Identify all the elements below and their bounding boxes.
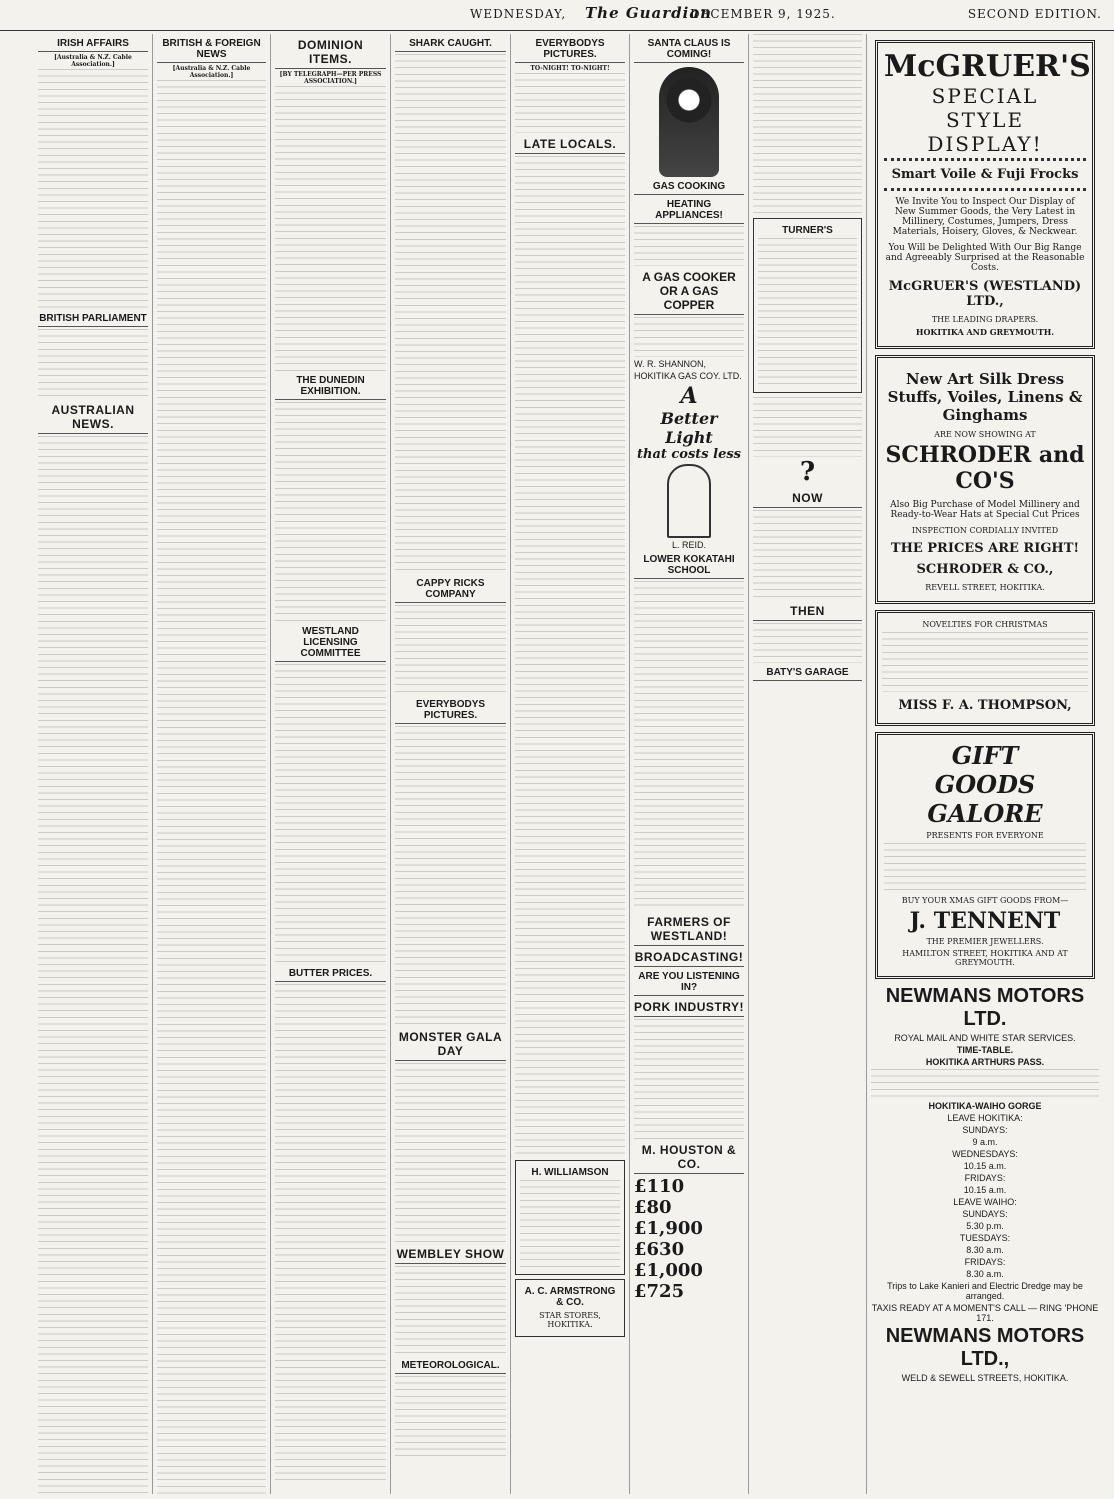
- article-body: [275, 664, 386, 964]
- heading-late-locals: LATE LOCALS.: [515, 137, 625, 154]
- newmans-leave-hokitika: LEAVE HOKITIKA:: [947, 1113, 1023, 1123]
- article-body: [275, 984, 386, 1484]
- divider: [884, 158, 1086, 161]
- mcgruers-location: HOKITIKA AND GREYMOUTH.: [915, 327, 1055, 337]
- ad-body: [753, 397, 862, 457]
- galore-word: GALORE: [927, 799, 1043, 828]
- heading-listening-in: ARE YOU LISTENING IN?: [634, 971, 744, 996]
- mcgruers-voile: Smart Voile & Fuji Frocks: [891, 167, 1079, 182]
- better-light-tagline: that costs less: [636, 447, 741, 462]
- newmans-tuesdays-time: 8.30 a.m.: [966, 1245, 1004, 1255]
- ad-body: [634, 226, 744, 266]
- ad-body: [753, 623, 862, 663]
- heading-santa-claus: SANTA CLAUS IS COMING!: [634, 38, 744, 63]
- mcgruers-display: DISPLAY!: [927, 132, 1043, 156]
- schroder-art-silk: New Art Silk Dress Stuffs, Voiles, Linens & Ginghams: [887, 370, 1083, 424]
- reid-name: L. REID.: [671, 540, 706, 550]
- heading-irish-affairs: IRISH AFFAIRS: [38, 38, 148, 52]
- newmans-waiho: HOKITIKA-WAIHO GORGE: [928, 1101, 1042, 1111]
- ad-body: [871, 1069, 1099, 1099]
- article-body: [395, 1063, 506, 1243]
- schroder-inspect: INSPECTION CORDIALLY INVITED: [911, 526, 1059, 535]
- heading-british-parliament: BRITISH PARLIAMENT: [38, 313, 148, 327]
- ad-body: [884, 843, 1086, 893]
- mcgruers-special: SPECIAL: [931, 84, 1039, 108]
- ad-body: [753, 34, 862, 214]
- heading-everybodys-pictures-2: EVERYBODYS PICTURES.: [395, 699, 506, 724]
- ad-body: [758, 238, 857, 388]
- price-1000: £1,000: [634, 1260, 703, 1281]
- masthead: [0, 0, 1114, 31]
- newmans-sundays-2: SUNDAYS:: [962, 1209, 1008, 1219]
- price-1900: £1,900: [634, 1218, 703, 1239]
- ad-body: [753, 510, 862, 600]
- better-light-a: A: [680, 383, 698, 409]
- heading-british-foreign-news: BRITISH & FOREIGN NEWS: [157, 38, 266, 63]
- column-1: [34, 34, 153, 1494]
- classified-ads: [634, 581, 744, 911]
- mcgruers-invite: We Invite You to Inspect Our Display of New Summer Goods, the Very Latest in Millinery, Costumes, Jumpers, Dress Materials, Hoisery, Gloves, & Neckwear.: [892, 197, 1078, 237]
- schroder-prices: THE PRICES ARE RIGHT!: [890, 541, 1080, 556]
- ad-body: [634, 317, 744, 357]
- mcgruers-delighted: You Will be Delighted With Our Big Range and Agreeably Surprised at the Reasonable Costs.: [885, 243, 1085, 273]
- column-3: [271, 34, 391, 1494]
- tennent-buy: BUY YOUR XMAS GIFT GOODS FROM—: [901, 896, 1069, 905]
- article-body: [38, 436, 148, 1494]
- schroder-purchase: Also Big Purchase of Model Millinery and Ready-to-Wear Hats at Special Cut Prices: [890, 500, 1080, 520]
- heading-lower-kokatahi: LOWER KOKATAHI SCHOOL: [634, 554, 744, 579]
- newmans-fridays-1-time: 10.15 a.m.: [963, 1185, 1007, 1195]
- heading-monster-gala-day: MONSTER GALA DAY: [395, 1030, 506, 1061]
- gift-word: GIFT: [951, 741, 1019, 770]
- newmans-wednesdays-time: 10.15 a.m.: [963, 1161, 1007, 1171]
- ad-gift-goods: [875, 732, 1095, 979]
- newmans-sundays-2-time: 5.30 p.m.: [966, 1221, 1004, 1231]
- price-630: £630: [634, 1239, 685, 1260]
- newmans-taxis: TAXIS READY AT A MOMENT'S CALL — RING 'PHONE 171.: [871, 1303, 1099, 1323]
- ad-newmans: [871, 985, 1099, 1383]
- column-2: [153, 34, 271, 1494]
- newmans-fridays-1: FRIDAYS:: [964, 1173, 1006, 1183]
- schroder-name-2: SCHRODER & CO.,: [916, 562, 1054, 577]
- ad-williamson: [515, 1160, 625, 1275]
- tennent-address: HAMILTON STREET, HOKITIKA AND AT GREYMOUTH.: [902, 949, 1068, 967]
- article-body: [38, 329, 148, 399]
- ad-thompson: [875, 610, 1095, 726]
- article-body: [275, 402, 386, 622]
- heading-then: THEN: [753, 604, 862, 621]
- heading-heating-appliances: HEATING APPLIANCES!: [634, 199, 744, 224]
- heading-houston: M. HOUSTON & CO.: [634, 1143, 744, 1174]
- newmans-sundays-1: SUNDAYS:: [962, 1125, 1008, 1135]
- masthead-paper-title: The Guardian: [585, 4, 712, 22]
- schroder-address: REVELL STREET, HOKITIKA.: [925, 583, 1045, 592]
- column-5: [511, 34, 630, 1494]
- article-body: [395, 54, 506, 574]
- newmans-royal: ROYAL MAIL AND WHITE STAR SERVICES.: [894, 1033, 1076, 1043]
- ad-body: [882, 632, 1088, 692]
- tennent-name: J. TENNENT: [909, 908, 1061, 934]
- newmans-leave-waiho: LEAVE WAIHO:: [953, 1197, 1017, 1207]
- ad-armstrong-name: A. C. ARMSTRONG & CO.: [524, 1286, 616, 1308]
- heading-shark-caught: SHARK CAUGHT.: [395, 38, 506, 52]
- article-body: [157, 80, 266, 1494]
- better-light-title: Better Light: [660, 409, 718, 447]
- newmans-wednesdays: WEDNESDAYS:: [952, 1149, 1018, 1159]
- newmans-title: NEWMANS MOTORS LTD.: [885, 985, 1085, 1030]
- heading-cappy-ricks: CAPPY RICKS COMPANY: [395, 578, 506, 603]
- heading-meteorological: METEOROLOGICAL.: [395, 1360, 506, 1374]
- newmans-tuesdays: TUESDAYS:: [959, 1233, 1011, 1243]
- subheading-tonight: TO-NIGHT! TO-NIGHT!: [530, 65, 610, 72]
- lamp-illustration: [667, 464, 711, 538]
- better-light-ad: [634, 383, 744, 462]
- ad-armstrong-sub: STAR STORES, HOKITIKA.: [539, 1311, 601, 1329]
- mcgruers-title: McGRUER'S: [884, 49, 1091, 84]
- column-4: [391, 34, 511, 1494]
- shannon-name: W. R. SHANNON,: [634, 359, 707, 369]
- newmans-fridays-2-time: 8.30 a.m.: [966, 1269, 1004, 1279]
- newmans-fridays-2: FRIDAYS:: [964, 1257, 1006, 1267]
- heading-batys-garage: BATY'S GARAGE: [753, 667, 862, 681]
- ad-armstrong: [515, 1279, 625, 1337]
- heading-butter-prices: BUTTER PRICES.: [275, 968, 386, 982]
- heading-westland-licensing: WESTLAND LICENSING COMMITTEE: [275, 626, 386, 662]
- heading-farmers-of-westland: FARMERS OF WESTLAND!: [634, 915, 744, 946]
- presents-text: PRESENTS FOR EVERYONE: [926, 831, 1044, 840]
- masthead-day: WEDNESDAY,: [470, 7, 567, 21]
- newmans-arthurs: HOKITIKA ARTHURS PASS.: [925, 1057, 1045, 1067]
- masthead-edition: SECOND EDITION.: [967, 7, 1102, 21]
- ad-turners: [753, 218, 862, 393]
- ad-mcgruers: [875, 40, 1095, 349]
- subheading-telegraph: [BY TELEGRAPH—PER PRESS ASSOCIATION.]: [279, 71, 382, 85]
- thompson-novelties: NOVELTIES FOR CHRISTMAS: [922, 620, 1048, 629]
- ad-williamson-name: H. WILLIAMSON: [531, 1167, 609, 1178]
- subheading-cable: [Australia & N.Z. Cable Association.]: [54, 54, 132, 68]
- goods-word: GOODS: [934, 770, 1036, 799]
- newmans-timetable: TIME-TABLE.: [956, 1045, 1014, 1055]
- article-body: [395, 1376, 506, 1456]
- thompson-name: MISS F. A. THOMPSON,: [898, 698, 1072, 713]
- schroder-name: SCHRODER and CO'S: [885, 442, 1085, 494]
- heading-australian-news: AUSTRALIAN NEWS.: [38, 403, 148, 434]
- ad-body: [634, 1019, 744, 1139]
- heading-dunedin-exhibition: THE DUNEDIN EXHIBITION.: [275, 375, 386, 400]
- santa-illustration: [659, 67, 719, 177]
- newmans-trips: Trips to Lake Kanieri and Electric Dredge may be arranged.: [887, 1281, 1083, 1301]
- masthead-date: DECEMBER 9, 1925.: [690, 7, 836, 21]
- heading-gas-cooking: GAS COOKING: [634, 181, 744, 195]
- heading-wembley-show: WEMBLEY SHOW: [395, 1247, 506, 1264]
- heading-dominion-items: DOMINION ITEMS.: [275, 38, 386, 69]
- newmans-title-2: NEWMANS MOTORS LTD.,: [885, 1325, 1085, 1370]
- newmans-sundays-1-time: 9 a.m.: [972, 1137, 998, 1147]
- mcgruers-westland: McGRUER'S (WESTLAND) LTD.,: [888, 279, 1082, 309]
- article-body: [38, 69, 148, 309]
- column-6: [630, 34, 749, 1494]
- column-8: [867, 34, 1103, 1494]
- newmans-address: WELD & SEWELL STREETS, HOKITIKA.: [901, 1373, 1069, 1383]
- heading-gas-cooker: A GAS COOKER OR A GAS COPPER: [634, 270, 744, 315]
- price-110: £110: [634, 1176, 685, 1197]
- article-body: [395, 605, 506, 695]
- article-body: [395, 1266, 506, 1356]
- hokitika-gas-coy: HOKITIKA GAS COY. LTD.: [634, 371, 742, 381]
- article-body: [275, 86, 386, 371]
- price-725: £725: [634, 1281, 685, 1302]
- mcgruers-style: STYLE: [945, 108, 1025, 132]
- mcgruers-leading: THE LEADING DRAPERS.: [931, 315, 1039, 324]
- price-80: £80: [634, 1197, 672, 1218]
- divider: [884, 188, 1086, 191]
- subheading-cable: [Australia & N.Z. Cable Association.]: [172, 65, 251, 79]
- question-mark: ?: [799, 457, 816, 487]
- heading-now: NOW: [753, 491, 862, 508]
- ad-schroder: [875, 355, 1095, 604]
- heading-broadcasting: BROADCASTING!: [634, 950, 744, 967]
- classified-ads: [515, 156, 625, 1156]
- article-body: [395, 726, 506, 1026]
- article-body: [515, 73, 625, 133]
- column-7: [749, 34, 867, 1494]
- ad-turners-name: TURNER'S: [782, 225, 833, 236]
- schroder-showing: ARE NOW SHOWING AT: [934, 430, 1036, 439]
- heading-everybodys-pictures: EVERYBODYS PICTURES.: [515, 38, 625, 63]
- heading-pork-industry: PORK INDUSTRY!: [634, 1000, 744, 1017]
- ad-body: [520, 1180, 620, 1270]
- tennent-jewellers: THE PREMIER JEWELLERS.: [926, 937, 1044, 946]
